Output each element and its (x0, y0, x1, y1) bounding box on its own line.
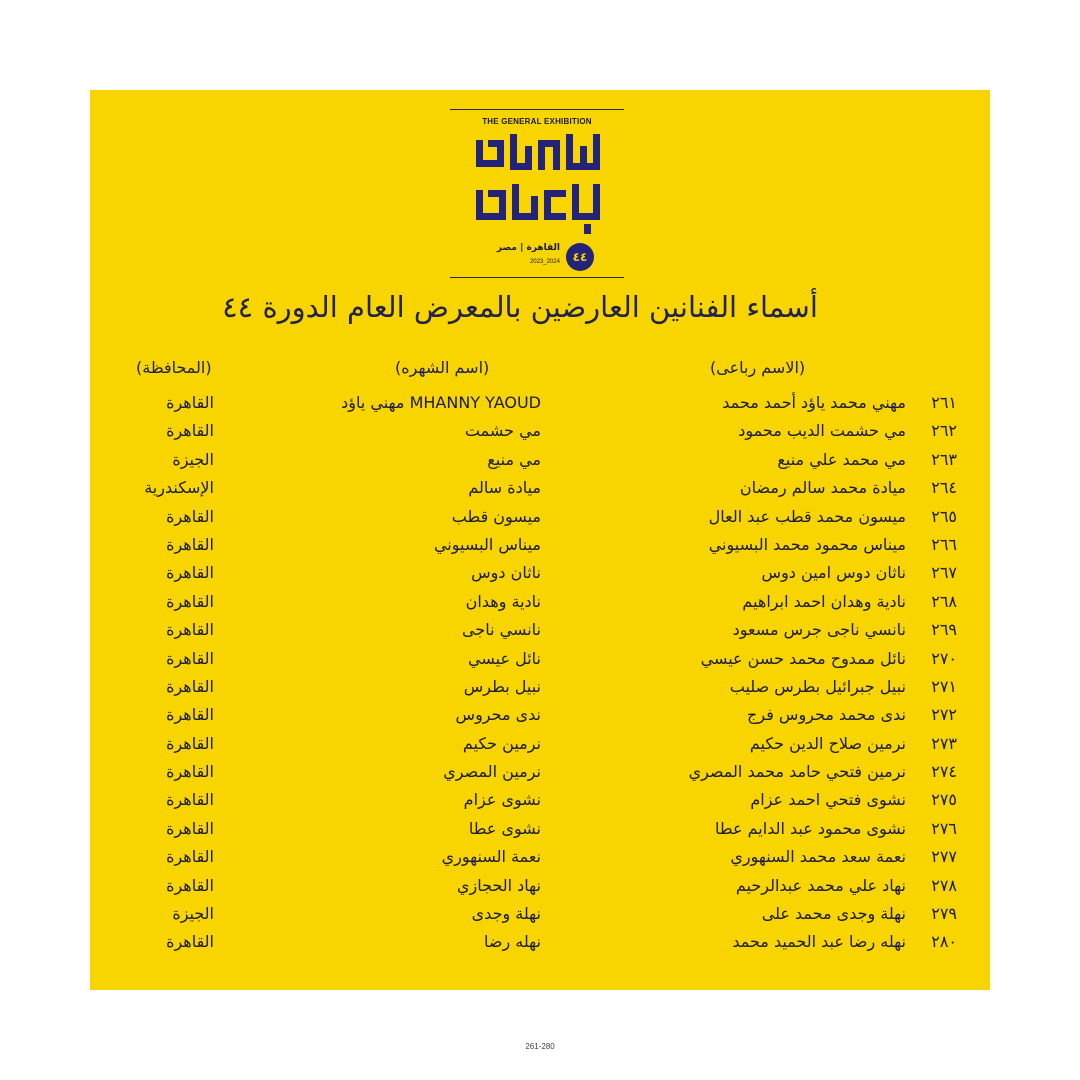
row-full-name: نشوى فتحي احمد عزام (750, 790, 906, 810)
row-full-name: ميناس محمود محمد البسيوني (708, 534, 906, 554)
list-item (90, 705, 990, 733)
list-item (90, 734, 990, 762)
row-governorate: القاهرة (166, 932, 214, 952)
row-number: ٢٧٥ (931, 790, 957, 810)
row-famous-name: ندى محروس (455, 705, 541, 725)
row-governorate: القاهرة (166, 818, 214, 838)
logo-calligraphy-mark (476, 134, 600, 234)
row-governorate: الإسكندرية (144, 478, 214, 498)
row-governorate: القاهرة (166, 762, 214, 782)
row-governorate: القاهرة (166, 534, 214, 554)
row-full-name: نهاد علي محمد عبدالرحيم (735, 875, 906, 895)
row-number: ٢٧٩ (931, 904, 957, 924)
row-famous-name: نرمين المصري (443, 762, 541, 782)
edition-badge: ٤٤ (566, 243, 594, 271)
row-full-name: ندى محمد محروس فرج (747, 705, 906, 725)
row-number: ٢٦٢ (931, 421, 957, 441)
row-governorate: القاهرة (166, 733, 214, 753)
row-full-name: نعمة سعد محمد السنهوري (730, 847, 906, 867)
row-famous-name: نائل عيسي (468, 648, 541, 668)
list-item (90, 620, 990, 648)
row-full-name: نهلة وجدى محمد على (761, 904, 906, 924)
row-famous-name: ميادة سالم (468, 478, 541, 498)
row-famous-name: نانسي ناجى (461, 620, 541, 640)
row-full-name: نبيل جبرائيل بطرس صليب (729, 676, 906, 696)
row-governorate: القاهرة (166, 847, 214, 867)
row-number: ٢٧٧ (931, 847, 957, 867)
row-number: ٢٦١ (931, 393, 957, 412)
row-governorate: القاهرة (166, 875, 214, 895)
row-number: ٢٧٨ (931, 875, 957, 895)
row-full-name: نشوى محمود عبد الدايم عطا (715, 818, 906, 838)
list-item (90, 876, 990, 904)
list-item (90, 450, 990, 478)
row-full-name: نادية وهدان احمد ابراهيم (742, 591, 906, 611)
page-title: أسماء الفنانين العارضين بالمعرض العام الدورة ٤٤ (222, 290, 818, 324)
exhibition-poster (90, 90, 990, 990)
row-governorate: القاهرة (166, 705, 214, 725)
row-famous-name: ناثان دوس (471, 563, 541, 583)
row-governorate: القاهرة (166, 506, 214, 526)
logo-bottom-rule (450, 277, 624, 278)
row-famous-name: نرمين حكيم (462, 733, 541, 753)
row-full-name: مي حشمت الديب محمود (738, 421, 906, 441)
row-number: ٢٦٧ (931, 563, 957, 583)
row-governorate: القاهرة (166, 591, 214, 611)
row-governorate: القاهرة (166, 393, 214, 412)
row-number: ٢٨٠ (931, 932, 957, 952)
list-item (90, 790, 990, 818)
row-full-name: نرمين فتحي حامد محمد المصري (688, 762, 906, 782)
header-famous-name: (اسم الشهره) (395, 358, 490, 377)
row-famous-name: نشوى عطا (468, 818, 541, 838)
artists-list (90, 393, 990, 961)
row-number: ٢٧٠ (931, 648, 957, 668)
row-number: ٢٦٩ (931, 620, 957, 640)
row-full-name: مي محمد علي منيع (777, 449, 906, 469)
logo-city-text: القاهرة | مصر (496, 243, 560, 253)
row-famous-name: نهلة وجدى (471, 904, 541, 924)
row-famous-name: نعمة السنهوري (441, 847, 541, 867)
row-famous-name: مي حشمت (464, 421, 541, 441)
row-famous-name: نهله رضا (484, 932, 541, 952)
row-full-name: ميادة محمد سالم رمضان (739, 478, 906, 498)
row-number: ٢٦٦ (931, 534, 957, 554)
row-famous-name: نشوى عزام (463, 790, 541, 810)
row-number: ٢٧٤ (931, 762, 957, 782)
logo-top-rule (450, 109, 624, 110)
row-number: ٢٦٨ (931, 591, 957, 611)
header-governorate: (المحافظة) (136, 358, 212, 377)
list-item (90, 478, 990, 506)
row-number: ٢٧٦ (931, 818, 957, 838)
list-item (90, 563, 990, 591)
row-full-name: نهله رضا عبد الحميد محمد (732, 932, 906, 952)
list-item (90, 819, 990, 847)
row-governorate: القاهرة (166, 620, 214, 640)
row-governorate: الجيزة (172, 904, 214, 924)
row-famous-name: ميسون قطب (451, 506, 541, 526)
row-full-name: نرمين صلاح الدين حكيم (749, 733, 906, 753)
row-famous-name: نادية وهدان (465, 591, 541, 611)
list-item (90, 535, 990, 563)
row-famous-name: MHANNY YAOUD مهني ياؤد (341, 393, 541, 412)
row-governorate: القاهرة (166, 648, 214, 668)
list-item (90, 932, 990, 960)
row-full-name: ناثان دوس امين دوس (761, 563, 906, 583)
row-governorate: القاهرة (166, 790, 214, 810)
row-famous-name: ميناس البسيوني (433, 534, 541, 554)
row-famous-name: نهاد الحجازي (456, 875, 541, 895)
row-full-name: مهني محمد ياؤد أحمد محمد (722, 393, 906, 412)
row-number: ٢٦٥ (931, 506, 957, 526)
list-item (90, 904, 990, 932)
row-governorate: القاهرة (166, 676, 214, 696)
row-governorate: القاهرة (166, 563, 214, 583)
list-item (90, 393, 990, 421)
list-item (90, 592, 990, 620)
row-governorate: الجيزة (172, 449, 214, 469)
list-item (90, 847, 990, 875)
logo-english-title: THE GENERAL EXHIBITION (482, 117, 592, 126)
list-item (90, 677, 990, 705)
row-full-name: نائل ممدوح محمد حسن عيسي (700, 648, 906, 668)
row-famous-name: مي منيع (487, 449, 541, 469)
row-number: ٢٧٣ (931, 733, 957, 753)
header-full-name: (الاسم رباعى) (710, 358, 806, 377)
row-full-name: ميسون محمد قطب عبد العال (708, 506, 906, 526)
list-item (90, 762, 990, 790)
list-item (90, 421, 990, 449)
row-full-name: نانسي ناجى جرس مسعود (732, 620, 906, 640)
row-number: ٢٦٤ (931, 478, 957, 498)
row-governorate: القاهرة (166, 421, 214, 441)
row-number: ٢٧١ (931, 676, 957, 696)
row-famous-name: نبيل بطرس (463, 676, 541, 696)
list-item (90, 649, 990, 677)
exhibition-logo (450, 109, 624, 279)
logo-years-text: 2023_2024 (529, 259, 560, 265)
page-range: 261-280 (525, 1042, 555, 1051)
row-number: ٢٧٢ (931, 705, 957, 725)
list-item (90, 507, 990, 535)
row-number: ٢٦٣ (931, 449, 957, 469)
